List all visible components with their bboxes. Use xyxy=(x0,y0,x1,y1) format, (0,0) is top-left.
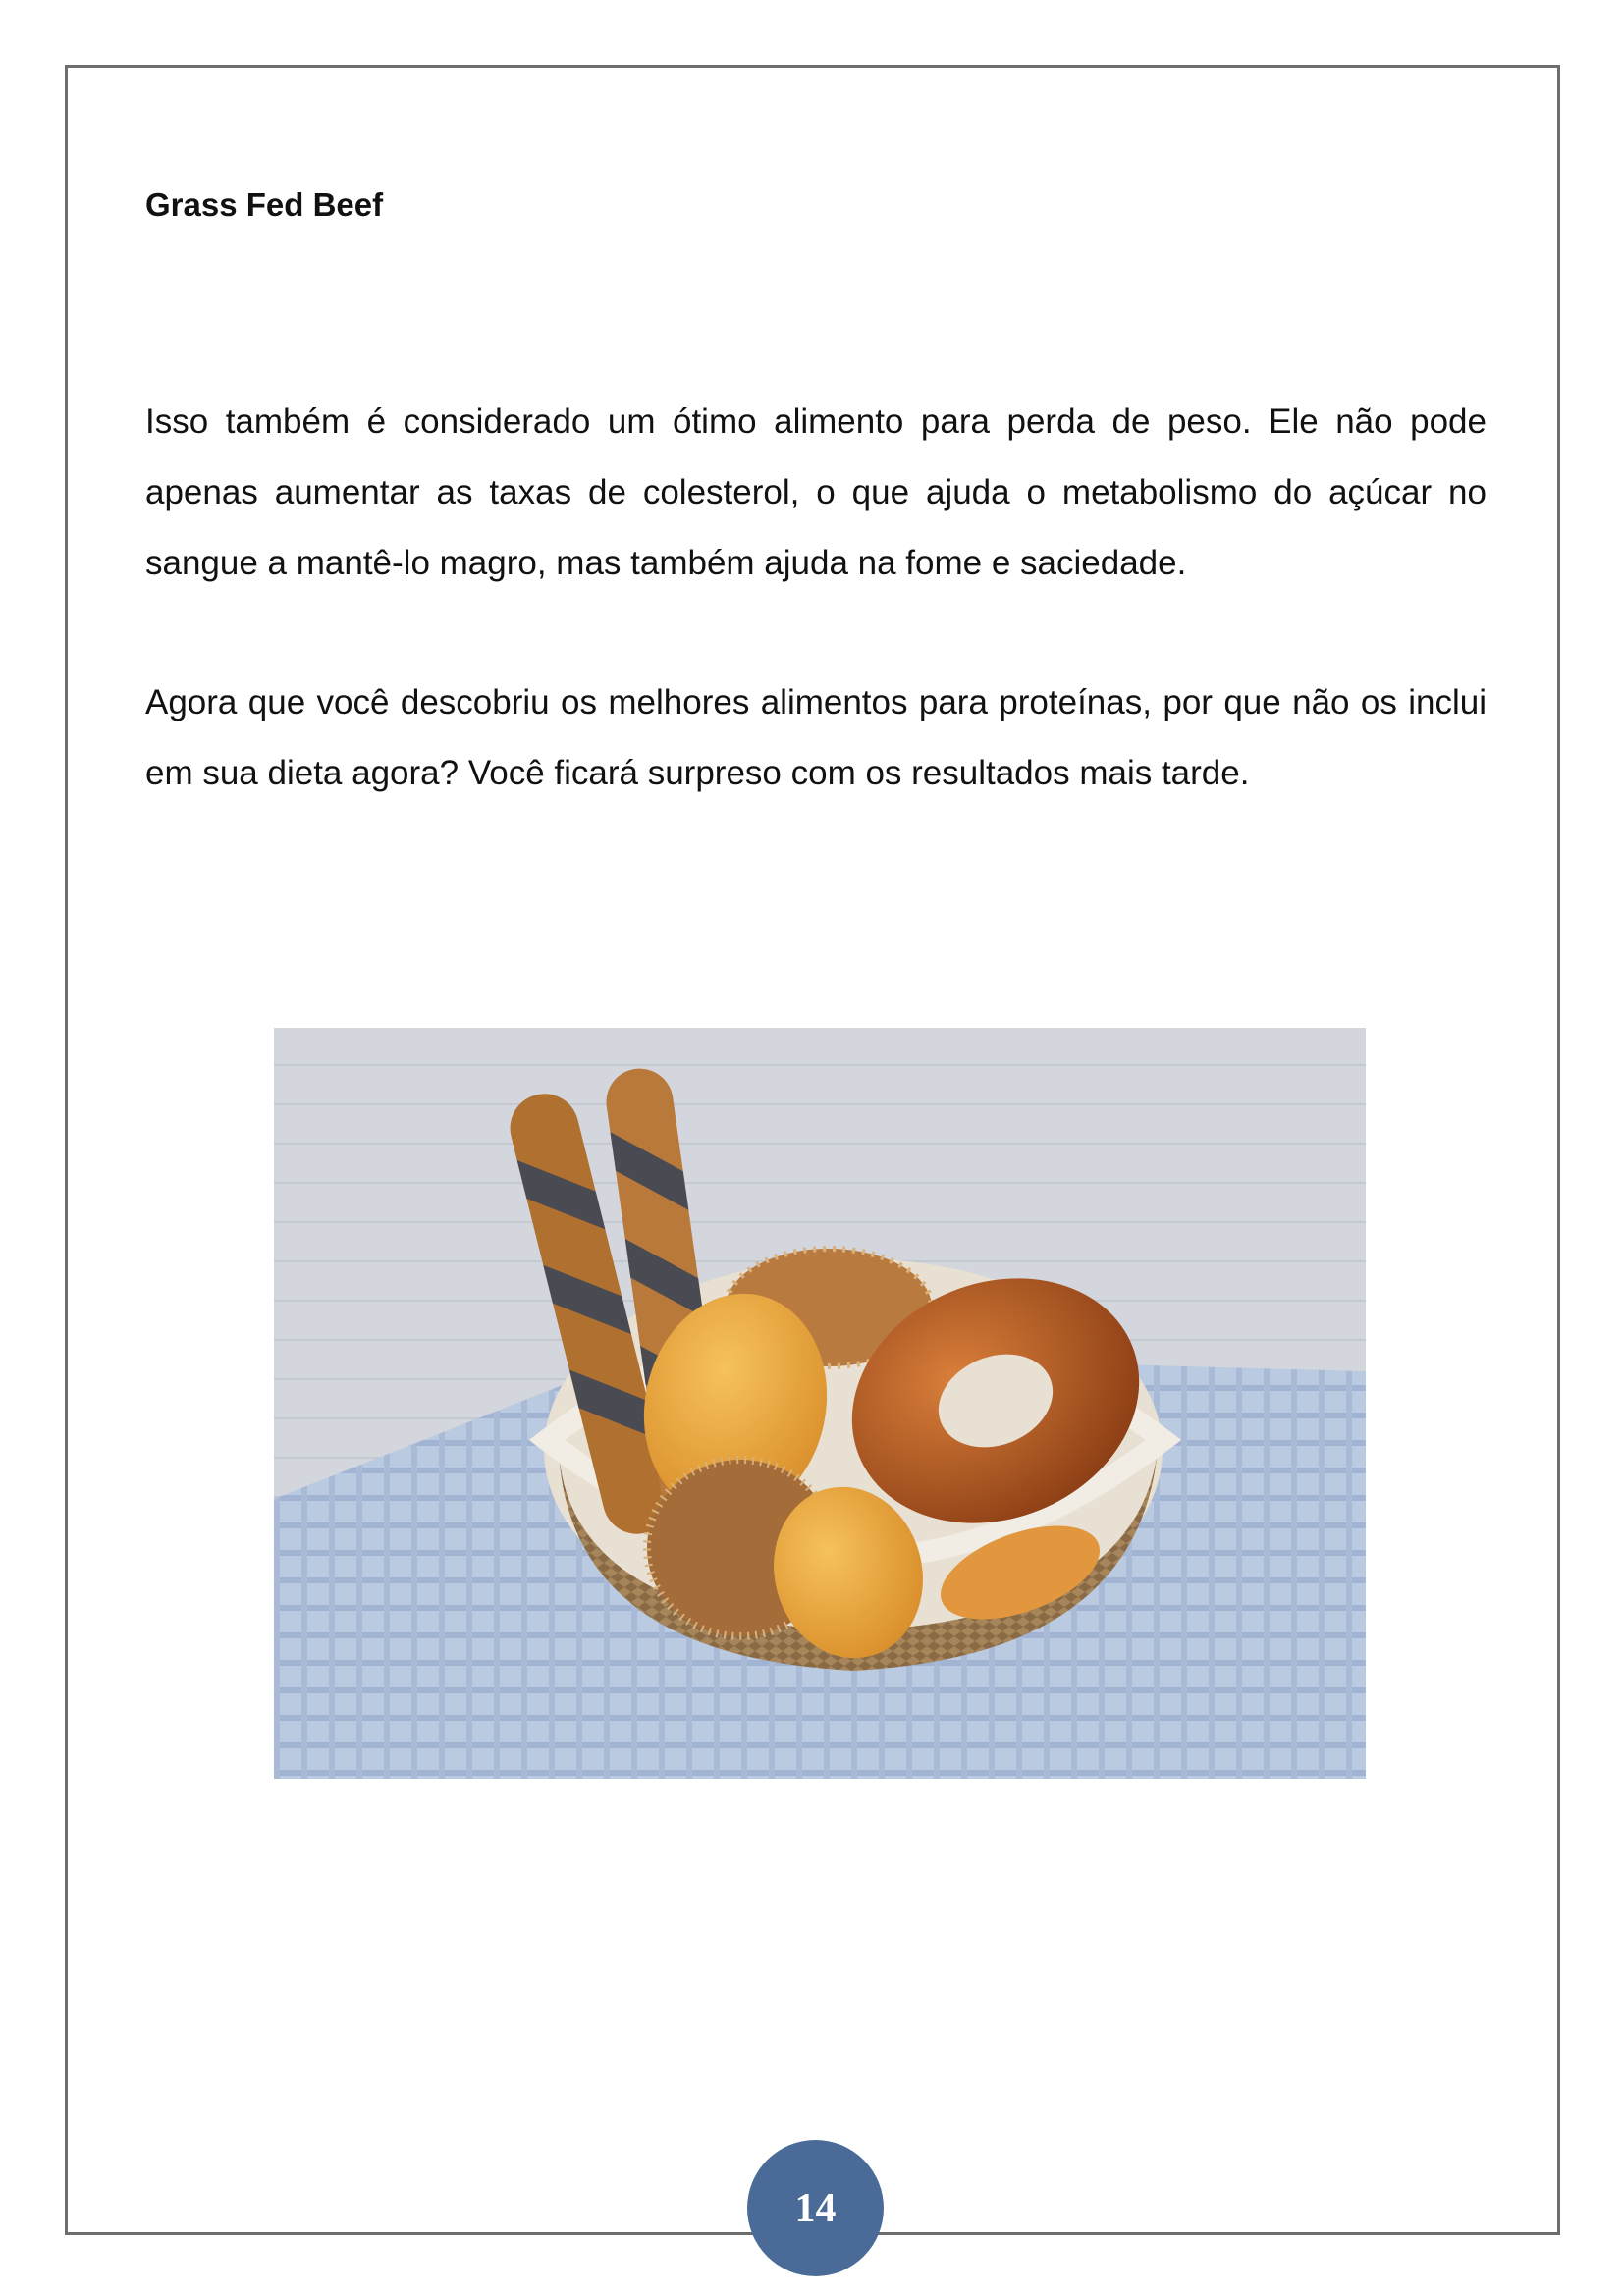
section-heading: Grass Fed Beef xyxy=(145,187,384,223)
body-paragraph-1: Isso também é considerado um ótimo alimento para perda de peso. Ele não pode apenas aumentar as taxas de colesterol, o que ajuda o metabolismo do açúcar no sangue a mantê-lo magro, mas também ajuda na fome e saciedade. xyxy=(145,402,1487,582)
body-paragraph-2: Agora que você descobriu os melhores alimentos para proteínas, por que não os inclui em sua dieta agora? Você ficará surpreso com os resultados mais tarde. xyxy=(145,683,1487,792)
page-number-badge: 14 xyxy=(747,2140,884,2276)
bread-basket-photo xyxy=(274,1028,1366,1779)
